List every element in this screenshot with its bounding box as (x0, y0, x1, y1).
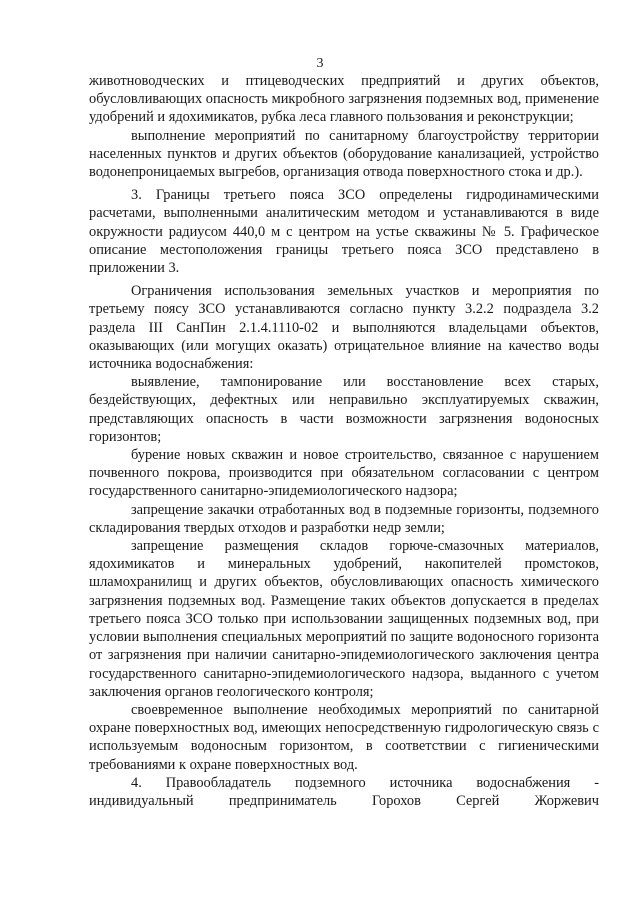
paragraph-section-3: 3. Границы третьего пояса ЗСО определены гидродинамическими расчетами, выполненными аналитическим методом и устанавливаются в виде окружности радиусом 440,0 м с центром на устье скважины № 5. Графическое описание местоположения границы третьего пояса ЗСО представлено в приложении 3. (89, 187, 599, 277)
paragraph-storage-ban: запрещение размещения складов горюче-смазочных материалов, ядохимикатов и минеральных удобрений, накопителей промстоков, шламохранилищ и других объектов, обусловливающих опасность химического загрязнения подземных вод. Размещение таких объектов допускается в пределах третьего пояса ЗСО только при использовании защищенных подземных вод, при условии выполнения специальных мероприятий по защите водоносного горизонта от загрязнения при наличии санитарно-эпидемиологического заключения центра государственного санитарно-эпидемиологического надзора, выданного с учетом заключения органов геологического контроля; (89, 538, 599, 700)
paragraph-improvement-measures: выполнение мероприятий по санитарному благоустройству территории населенных пунктов и других объектов (оборудование канализацией, устройство водонепроницаемых выгребов, организация отвода поверхностного стока и др.). (89, 127, 599, 181)
paragraph-drilling: бурение новых скважин и новое строительство, связанное с нарушением почвенного покрова, производится при обязательном согласовании с центром государственного санитарно-эпидемиологического надзора; (89, 447, 599, 500)
page-number: 3 (316, 56, 324, 71)
paragraph-land-use-restrictions: Ограничения использования земельных участков и мероприятия по третьему поясу ЗСО устанавливаются согласно пункту 3.2.2 подраздела 3.2 раздела III СанПин 2.1.4.1110-02 и выполняются владельцами объектов, оказывающих (или могущих оказать) отрицательное влияние на качество воды источника водоснабжения: (89, 283, 599, 373)
paragraph-section-4: 4. Правообладатель подземного источника водоснабжения - индивидуальный предприниматель Горохов Сергей Жоржевич (89, 774, 599, 809)
paragraph-continuation: животноводческих и птицеводческих предприятий и других объектов, обусловливающих опасность микробного загрязнения подземных вод, применение удобрений и ядохимикатов, рубка леса главного пользования и реконструкции; (89, 73, 599, 126)
paragraph-surface-water: своевременное выполнение необходимых мероприятий по санитарной охране поверхностных вод, имеющих непосредственную гидрологическую связь с используемым водоносным горизонтом, в соответствии с гигиеническими требованиями к охране поверхностных вод. (89, 701, 599, 773)
paragraph-wells-identification: выявление, тампонирование или восстановление всех старых, бездействующих, дефектных или неправильно эксплуатируемых скважин, представляющих опасность в части возможности загрязнения водоносных горизонтов; (89, 374, 599, 445)
paragraph-injection-ban: запрещение закачки отработанных вод в подземные горизонты, подземного складирования твердых отходов и разработки недр земли; (89, 501, 599, 536)
document-body (89, 72, 599, 810)
